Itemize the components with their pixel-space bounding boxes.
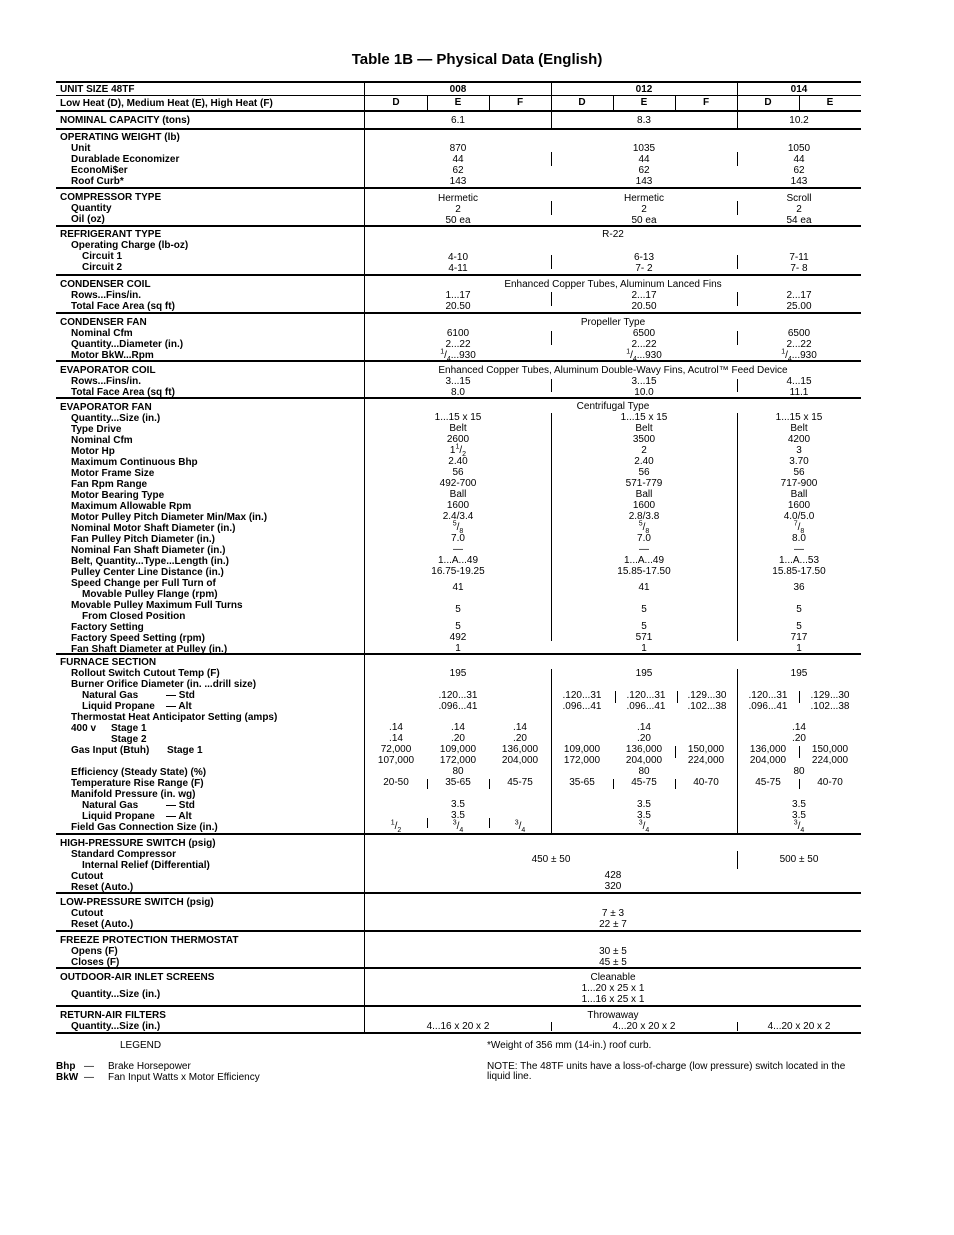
- size-008: 008: [449, 84, 467, 95]
- evaporator-fan-type: Centrifugal Type: [576, 401, 650, 412]
- page-title: Table 1B — Physical Data (English): [351, 51, 603, 68]
- manifold-008: 3.5 3.5: [451, 799, 465, 821]
- operating-weight-row: [56, 130, 861, 189]
- oa-screens-values: Cleanable 1...20 x 25 x 1 1...16 x 25 x 1: [581, 972, 645, 1005]
- compressor-label: COMPRESSOR TYPE Quantity Oil (oz): [56, 189, 365, 225]
- gas-conn-008-e: $^3/_4$: [452, 819, 464, 834]
- evaporator-fan-label: EVAPORATOR FAN Quantity...Size (in.) Type Drive Nominal Cfm Motor Hp Maximum Continuous Bhp Motor Frame Size Fan Rpm Range Motor Bearing Type Maximum Allowable Rpm Motor Pulley Pitch Diameter Min/Max (in.) Nominal Motor Shaft Diameter (in.) Fan Pulley Pitch Diameter (in.) Nominal Fan Shaft Diameter (in.) Belt, Quantity...Type...Length (in.) Pulley Center Line Distance (in.) Speed Change per Full Turn of Movable Pulley Flange (rpm) Movable Pulley Maximum Full Turns From Closed Position Factory Setting Factory Speed Setting (rpm) Fan Shaft Diameter at Pulley (in.): [56, 399, 365, 653]
- high-pressure-label: HIGH-PRESSURE SWITCH (psig) Standard Compressor Internal Relief (Differential) Cutout Reset (Auto.): [56, 835, 365, 892]
- relief-008-012: 450 ± 50: [531, 854, 571, 865]
- gas-input-012-f: 150,000 224,000: [687, 744, 725, 766]
- temp-rise-008-f: 45-75: [507, 777, 533, 788]
- capacity-014: 10.2: [789, 115, 809, 126]
- gas-input-014-d: 136,000 204,000: [749, 744, 787, 766]
- weight-012: 1035 44 62 143: [632, 143, 656, 187]
- condenser-coil-label: CONDENSER COIL Rows...Fins/in. Total Face Area (sq ft): [56, 276, 365, 312]
- heat-code-row: [56, 96, 861, 112]
- ra-filters-label: RETURN-AIR FILTERS Quantity...Size (in.): [56, 1007, 365, 1032]
- condenser-fan-type: Propeller Type: [580, 317, 646, 328]
- legend: [56, 1040, 260, 1083]
- gas-input-014-e: 150,000 224,000: [811, 744, 849, 766]
- orifice-012-e: .120...31 .096...41: [626, 690, 666, 712]
- temp-rise-012-e: 45-75: [631, 777, 657, 788]
- refrigerant-row: [56, 227, 861, 276]
- legend-item: BkW — Fan Input Watts x Motor Efficiency: [56, 1072, 260, 1083]
- compressor-008: Hermetic 2 50 ea: [437, 193, 478, 226]
- oa-screens-label: OUTDOOR-AIR INLET SCREENS Quantity...Size (in.): [56, 969, 365, 1005]
- condenser-fan-row: [56, 314, 861, 362]
- condenser-coil-008: 1...17 20.50: [445, 290, 471, 312]
- evaporator-coil-label: EVAPORATOR COIL Rows...Fins/in. Total Face Area (sq ft): [56, 362, 365, 397]
- operating-weight-label: OPERATING WEIGHT (lb) Unit Durablade Economizer EconoMi$er Roof Curb*: [56, 130, 365, 187]
- footnotes: [487, 1041, 862, 1082]
- capacity-008: 6.1: [451, 115, 465, 126]
- evaporator-fan-012: 1...15 x 15 Belt 3500 2 2.40 56 571-779 Ball 1600 2.8/3.8 $^5/_8$ 7.0 — 1...A...49 15.85-17.50 41 5 5 571 1: [617, 412, 671, 654]
- heat-code: D: [578, 97, 586, 108]
- capacity-012: 8.3: [637, 115, 651, 126]
- heat-code: F: [516, 97, 524, 108]
- evaporator-fan-008: 1...15 x 15 Belt 2600 $1^1/_2$ 2.40 56 492-700 Ball 1600 2.4/3.4 $^5/_8$ 7.0 — 1...A...49 16.75-19.25 41 5 5 492 1: [431, 412, 485, 654]
- anticipator-012: .14 .20: [637, 722, 651, 744]
- gas-conn-014: $^3/_4$: [793, 819, 805, 834]
- furnace-label: FURNACE SECTION Rollout Switch Cutout Temp (F) Burner Orifice Diameter (in. ...drill size) Natural Gas — Std Liquid Propane — Alt Thermostat Heat Anticipator Setting (amps) 400 v Stage 1 Stage 2 Gas Input (Btuh) Stage 1 Efficiency (Steady State) (%) Temperature Rise Range (F) Manifold Pressure (in. wg) Natural Gas — Std Liquid Propane — Alt Field Gas Connection Size (in.): [56, 655, 365, 833]
- evaporator-fan-row: [56, 399, 861, 655]
- freeze-label: FREEZE PROTECTION THERMOSTAT Opens (F) Closes (F): [56, 932, 365, 967]
- heat-code-label: Low Heat (D), Medium Heat (E), High Heat (F): [56, 96, 365, 110]
- physical-data-table: [56, 81, 861, 1034]
- heat-008-d: .14 .14 72,000 107,000: [377, 722, 415, 766]
- unit-size-row: [56, 81, 861, 96]
- legend-title: LEGEND: [120, 1040, 162, 1051]
- orifice-008: .120...31 .096...41: [438, 690, 478, 712]
- condenser-coil-014: 2...17 25.00: [786, 290, 812, 312]
- freeze-values: 30 ± 5 45 ± 5: [599, 946, 627, 968]
- freeze-row: [56, 932, 861, 969]
- oa-screens-row: [56, 969, 861, 1007]
- charge-012: 6-13 7- 2: [633, 252, 654, 274]
- size-012: 012: [635, 84, 653, 95]
- charge-014: 7-11 7- 8: [789, 252, 809, 274]
- low-pressure-values: 7 ± 3 22 ± 7: [599, 908, 627, 930]
- low-pressure-label: LOW-PRESSURE SWITCH (psig) Cutout Reset (Auto.): [56, 894, 365, 930]
- temp-rise-014-e: 40-70: [817, 777, 843, 788]
- ra-filters-type: Throwaway: [587, 1010, 639, 1021]
- heat-code: D: [764, 97, 772, 108]
- heat-008-e: .14 .20 109,000 172,000 80: [439, 722, 477, 777]
- manifold-014: 3.5 3.5: [792, 799, 806, 821]
- temp-rise-008-e: 35-65: [445, 777, 471, 788]
- nominal-capacity-label: NOMINAL CAPACITY (tons): [56, 112, 365, 128]
- charge-008: 4-10 4-11: [447, 252, 468, 274]
- evaporator-coil-012: 3...15 10.0: [631, 376, 657, 398]
- gas-conn-008-f: $^3/_4$: [514, 819, 526, 834]
- evaporator-coil-014: 4...15 11.1: [786, 376, 812, 398]
- ra-filters-014: 4...20 x 20 x 2: [767, 1021, 831, 1032]
- condenser-coil-type: Enhanced Copper Tubes, Aluminum Lanced Fins: [504, 279, 722, 290]
- anticipator-014: .14 .20: [792, 722, 806, 744]
- heat-code: D: [392, 97, 400, 108]
- weight-008: 870 44 62 143: [449, 143, 467, 187]
- heat-code: E: [454, 97, 462, 108]
- temp-rise-012-f: 40-70: [693, 777, 719, 788]
- compressor-014: Scroll 2 54 ea: [786, 193, 812, 226]
- temp-rise-008-d: 20-50: [383, 777, 409, 788]
- condenser-coil-row: [56, 276, 861, 314]
- legend-item: Bhp — Brake Horsepower: [56, 1061, 191, 1072]
- high-pressure-values: 428 320: [604, 870, 622, 892]
- condenser-coil-012: 2...17 20.50: [631, 290, 657, 312]
- condenser-fan-label: CONDENSER FAN Nominal Cfm Quantity...Diameter (in.) Motor BkW...Rpm: [56, 314, 365, 360]
- condenser-fan-008: 6100 2...22 $^1/_4...930$: [440, 328, 476, 363]
- compressor-012: Hermetic 2 50 ea: [623, 193, 664, 226]
- high-pressure-row: [56, 835, 861, 894]
- gas-input-012-e: 136,000 204,000 80: [625, 744, 663, 777]
- evaporator-fan-014: 1...15 x 15 Belt 4200 3 3.70 56 717-900 Ball 1600 4.0/5.0 $^7/_8$ 8.0 — 1...A...53 15.85-17.50 36 5 5 717 1: [772, 412, 826, 654]
- evaporator-coil-008: 3...15 8.0: [445, 376, 471, 398]
- refrigerant-label: REFRIGERANT TYPE Operating Charge (lb-oz) Circuit 1 Circuit 2: [56, 227, 365, 274]
- heat-code: E: [826, 97, 834, 108]
- gas-conn-012: $^3/_4$: [638, 819, 650, 834]
- manifold-012: 3.5 3.5: [637, 799, 651, 821]
- heat-code: E: [640, 97, 648, 108]
- ra-filters-008: 4...16 x 20 x 2: [426, 1021, 490, 1032]
- condenser-fan-014: 6500 2...22 $^1/_4...930$: [781, 328, 817, 363]
- heat-008-f: .14 .20 136,000 204,000: [501, 722, 539, 766]
- temp-rise-014-d: 45-75: [755, 777, 781, 788]
- orifice-012-d: .120...31 .096...41: [562, 690, 602, 712]
- gas-conn-008-d: $^1/_2$: [390, 819, 402, 834]
- roof-curb-note: *Weight of 356 mm (14-in.) roof curb.: [487, 1040, 652, 1051]
- rollout-008: 195: [449, 668, 467, 679]
- condenser-fan-012: 6500 2...22 $^1/_4...930$: [626, 328, 662, 363]
- rollout-012: 195: [635, 668, 653, 679]
- refrigerant-type: R-22: [602, 229, 624, 240]
- relief-014: 500 ± 50: [779, 854, 819, 865]
- orifice-012-f: .129...30 .102...38: [687, 690, 727, 712]
- evaporator-coil-row: [56, 362, 861, 399]
- loss-of-charge-note: NOTE: The 48TF units have a loss-of-charge (low pressure) switch located in the liquid line.: [487, 1061, 846, 1082]
- compressor-row: [56, 189, 861, 227]
- evaporator-coil-type: Enhanced Copper Tubes, Aluminum Double-Wavy Fins, Acutrol™ Feed Device: [438, 365, 788, 376]
- ra-filters-row: [56, 1007, 861, 1034]
- efficiency-014: 80: [793, 766, 805, 777]
- nominal-capacity-row: [56, 112, 861, 130]
- heat-code: F: [702, 97, 710, 108]
- gas-input-012-d: 109,000 172,000: [563, 744, 601, 766]
- weight-014: 1050 44 62 143: [787, 143, 811, 187]
- furnace-row: [56, 655, 861, 835]
- orifice-014-e: .129...30 .102...38: [810, 690, 850, 712]
- rollout-014: 195: [790, 668, 808, 679]
- temp-rise-012-d: 35-65: [569, 777, 595, 788]
- orifice-014-d: .120...31 .096...41: [748, 690, 788, 712]
- ra-filters-012: 4...20 x 20 x 2: [612, 1021, 676, 1032]
- unit-size-label: UNIT SIZE 48TF: [56, 83, 365, 95]
- low-pressure-row: [56, 894, 861, 932]
- size-014: 014: [790, 84, 808, 95]
